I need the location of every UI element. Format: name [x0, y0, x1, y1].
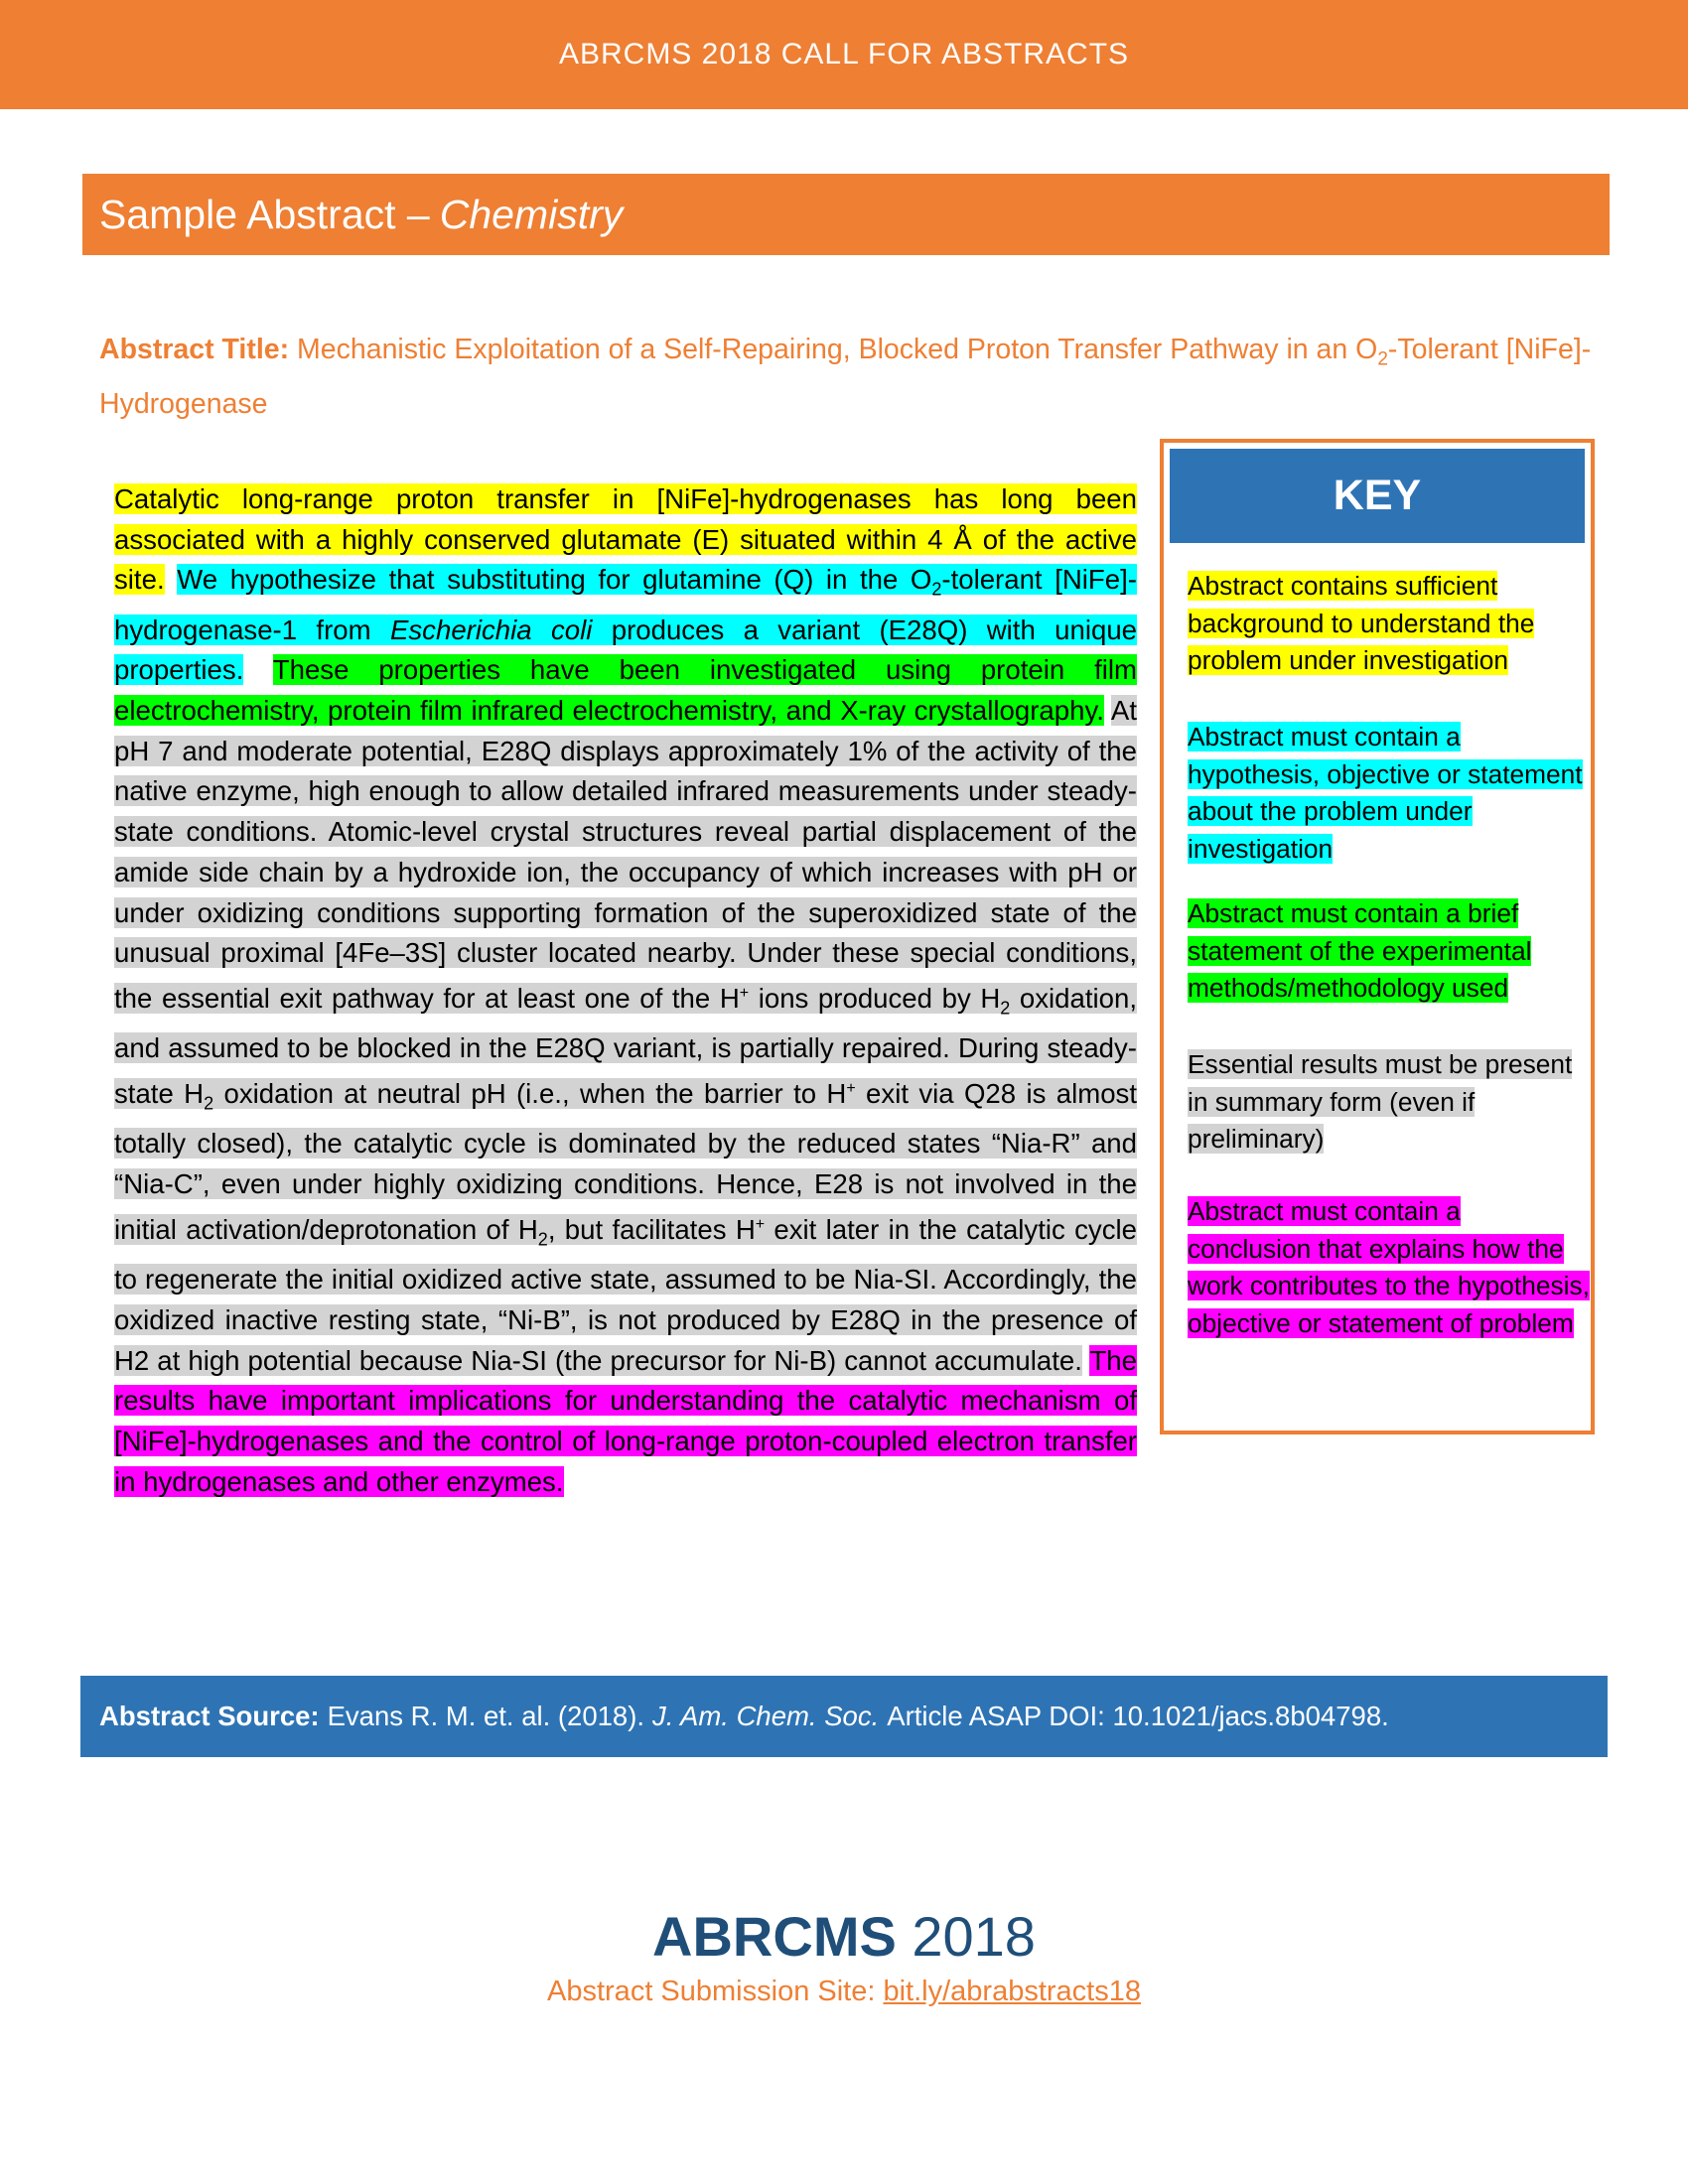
hypothesis-text-1: We hypothesize that substituting for glutamine (Q) in the O	[177, 564, 932, 596]
abstract-body	[114, 479, 1137, 1503]
key-item-results	[1188, 1046, 1590, 1159]
top-banner	[0, 0, 1688, 109]
abstract-title	[99, 328, 1599, 426]
banner-text: ABRCMS 2018 CALL FOR ABSTRACTS	[558, 38, 1130, 70]
key-item-text: Abstract must contain a hypothesis, objective or statement about the problem under investigation	[1188, 722, 1583, 864]
footer-year: 2018	[912, 1905, 1036, 1968]
key-item-text: Abstract must contain a conclusion that explains how the work contributes to the hypothesis, objective or statement of problem	[1188, 1196, 1590, 1338]
abstract-title-label: Abstract Title:	[99, 334, 290, 365]
section-heading	[82, 174, 1610, 255]
hypothesis-organism: Escherichia coli	[389, 614, 593, 645]
results-sup-1: +	[739, 984, 750, 1002]
key-item-text: Abstract contains sufficient background to understand the problem under investigation	[1188, 571, 1535, 675]
key-box	[1160, 439, 1595, 1434]
footer-site-label: Abstract Submission Site:	[547, 1976, 876, 2007]
results-sub-2: 2	[204, 1093, 214, 1114]
key-item-conclusion	[1188, 1193, 1590, 1342]
results-text-4: oxidation at neutral pH (i.e., when the barrier to H	[213, 1078, 847, 1110]
key-item-text: Abstract must contain a brief statement of the experimental methods/methodology used	[1188, 898, 1532, 1003]
results-sub-1: 2	[1000, 998, 1011, 1019]
key-item-background	[1188, 568, 1590, 680]
results-text-5: exit via Q28 is almost totally closed), the catalytic cycle is dominated by the reduced states “Nia-R” and “Nia-C”, even under highly oxidizing conditions. Hence, E28 is not involved in the initial activation/deprotonation of H	[114, 1078, 1137, 1246]
results-sup-2: +	[846, 1080, 856, 1098]
results-text-3: oxidation, and assumed to be blocked in the E28Q variant, is partially repaired. During steady-state H	[114, 983, 1137, 1110]
abstract-title-text-2: -Tolerant [NiFe]-Hydrogenase	[99, 334, 1592, 420]
key-item-hypothesis	[1188, 719, 1590, 868]
abstract-conclusion: The results have important implications for understanding the catalytic mechanism of [NiFe]-hydrogenases and the control of long-range proton-coupled electron transfer in hydrogenases and other enzymes.	[114, 1344, 1137, 1497]
abstract-title-text-1: Mechanistic Exploitation of a Self-Repairing, Blocked Proton Transfer Pathway in an O	[297, 334, 1378, 365]
abstract-background: Catalytic long-range proton transfer in [NiFe]-hydrogenases has long been associated with a highly conserved glutamate (E) situated within 4 Å of the active site.	[114, 483, 1137, 596]
section-label: Sample Abstract –	[99, 191, 430, 237]
hypothesis-text-2: -tolerant [NiFe]-hydrogenase-1 from	[114, 564, 1137, 645]
source-authors: Evans R. M. et. al. (2018).	[327, 1701, 645, 1731]
footer-site-link[interactable]: bit.ly/abrabstracts18	[883, 1976, 1141, 2007]
abstract-results	[114, 695, 1137, 1376]
source-rest: Article ASAP DOI: 10.1021/jacs.8b04798.	[887, 1701, 1389, 1731]
results-sup-3: +	[755, 1215, 766, 1233]
footer-brand: ABRCMS	[652, 1905, 897, 1968]
section-subject: Chemistry	[439, 191, 624, 237]
results-text-2: ions produced by H	[749, 983, 1001, 1015]
results-text-6: , but facilitates H	[547, 1214, 756, 1246]
hypothesis-sub: 2	[931, 579, 942, 600]
abstract-methods: These properties have been investigated using protein film electrochemistry, protein film infrared electrochemistry, and X-ray crystallography.	[114, 654, 1137, 727]
key-item-text: Essential results must be present in summary form (even if preliminary)	[1188, 1049, 1573, 1154]
source-journal: J. Am. Chem. Soc.	[652, 1701, 880, 1731]
source-bar	[80, 1676, 1608, 1757]
source-label: Abstract Source:	[99, 1701, 320, 1731]
key-item-methods	[1188, 895, 1590, 1008]
results-text-7: exit later in the catalytic cycle to regenerate the initial oxidized active state, assumed to be Nia-SI. Accordingly, the oxidized inactive resting state, “Ni-B”, is not produced by E28Q in the presence of H2 at high potential because Nia-SI (the precursor for Ni-B) cannot accumulate.	[114, 1214, 1137, 1376]
footer-title	[0, 1904, 1688, 1969]
results-text-1: At pH 7 and moderate potential, E28Q displays approximately 1% of the activity of the native enzyme, high enough to allow detailed infrared measurements under steady-state conditions. Atomic-level crystal structures reveal partial displacement of the amide side chain by a hydroxide ion, the occupancy of which increases with pH or under oxidizing conditions supporting formation of the superoxidized state of the unusual proximal [4Fe–3S] cluster located nearby. Under these special conditions, the essential exit pathway for at least one of the H	[114, 695, 1137, 1015]
abstract-title-sub: 2	[1377, 348, 1388, 370]
hypothesis-text-3: produces a variant (E28Q) with unique properties.	[114, 614, 1138, 686]
footer-submission	[0, 1976, 1688, 2008]
results-sub-3: 2	[537, 1229, 548, 1250]
key-title: KEY	[1170, 449, 1585, 543]
